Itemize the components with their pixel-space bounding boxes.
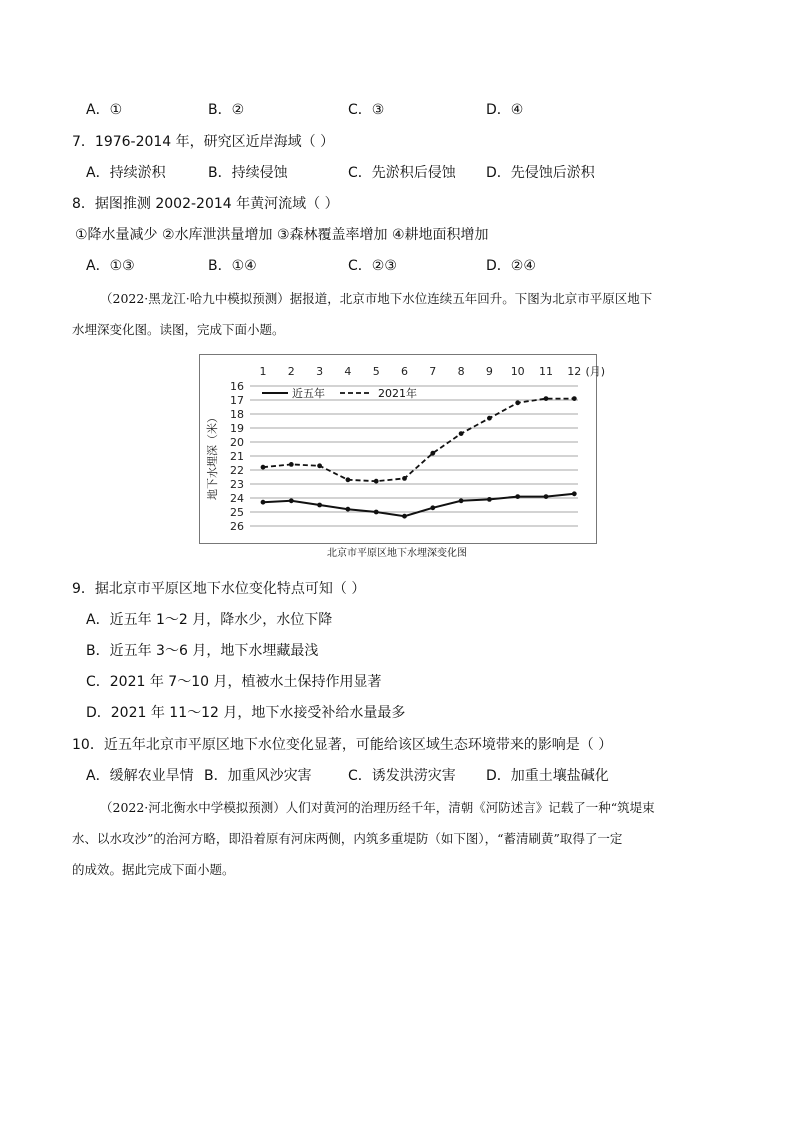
series-2-point	[346, 477, 351, 482]
series-1-point	[289, 498, 294, 503]
x-axis-unit: (月)	[585, 365, 606, 378]
series-2-point	[317, 463, 322, 468]
y-tick-label: 19	[230, 422, 244, 435]
q10-option-b: B．加重风沙灾害	[204, 768, 312, 784]
q9-option-b: B．近五年 3～6 月，地下水埋藏最浅	[86, 643, 319, 659]
y-tick-label: 16	[230, 380, 244, 393]
q8-items: ①降水量减少 ②水库泄洪量增加 ③森林覆盖率增加 ④耕地面积增加	[75, 227, 489, 243]
series-2-point	[572, 396, 577, 401]
series-2-point	[402, 476, 407, 481]
q9-stem: 9．据北京市平原区地下水位变化特点可知（ ）	[72, 581, 366, 597]
chart-title: 北京市平原区地下水埋深变化图	[327, 548, 467, 559]
x-tick-label: 5	[372, 365, 380, 378]
x-tick-label: 12	[567, 365, 582, 378]
material2-line2: 水、以水攻沙”的治河方略，即沿着原有河床两侧，内筑多重堤防（如下图），“蓄清刷黄”取得了一定	[72, 831, 623, 846]
q8-stem: 8．据图推测 2002-2014 年黄河流域（ ）	[72, 196, 339, 212]
series-2-point	[374, 479, 379, 484]
series-2-point	[459, 431, 464, 436]
y-axis-label: 地下水埋深（米）	[206, 412, 219, 500]
q8-option-a: A．①③	[86, 258, 135, 274]
series-2-point	[515, 400, 520, 405]
y-tick-label: 24	[230, 492, 244, 505]
material2-line1: （2022·河北衡水中学模拟预测）人们对黄河的治理历经千年，清朝《河防述言》记载了一种“筑堤束	[100, 800, 655, 815]
y-tick-label: 20	[230, 436, 244, 449]
x-tick-label: 3	[316, 365, 324, 378]
q9-option-d: D．2021 年 11～12 月，地下水接受补给水量最多	[86, 705, 406, 721]
x-tick-label: 1	[259, 365, 267, 378]
q10-stem: 10．近五年北京市平原区地下水位变化显著，可能给该区域生态环境带来的影响是（ ）	[72, 737, 613, 753]
series-line-2	[263, 399, 574, 482]
x-tick-label: 2	[287, 365, 295, 378]
y-tick-label: 25	[230, 506, 244, 519]
q8-option-c: C．②③	[348, 258, 397, 274]
q9-option-c: C．2021 年 7～10 月，植被水土保持作用显著	[86, 674, 382, 690]
series-1-point	[544, 494, 549, 499]
series-1-point	[459, 498, 464, 503]
x-tick-label: 8	[457, 365, 465, 378]
chart-svg	[200, 355, 606, 543]
series-1-point	[487, 497, 492, 502]
x-tick-label: 7	[429, 365, 437, 378]
series-2-point	[261, 465, 266, 470]
x-tick-label: 10	[510, 365, 525, 378]
q8-option-d: D．②④	[486, 258, 536, 274]
series-1-point	[515, 494, 520, 499]
q7-option-c: C．先淤积后侵蚀	[348, 165, 456, 181]
series-1-point	[430, 505, 435, 510]
groundwater-depth-chart	[199, 354, 606, 544]
y-tick-label: 17	[230, 394, 244, 407]
series-2-point	[487, 416, 492, 421]
series-1-point	[374, 510, 379, 515]
series-1-point	[317, 503, 322, 508]
series-2-point	[430, 451, 435, 456]
series-2-point	[289, 462, 294, 467]
q8-option-b: B．①④	[208, 258, 257, 274]
legend-label-1: 近五年	[292, 387, 325, 400]
series-1-point	[261, 500, 266, 505]
series-line-1	[263, 494, 574, 516]
x-tick-label: 4	[344, 365, 352, 378]
q6-option-d: D．④	[486, 102, 524, 118]
q6-option-c: C．③	[348, 102, 385, 118]
series-1-point	[346, 507, 351, 512]
q6-option-a: A．①	[86, 102, 123, 118]
q7-option-b: B．持续侵蚀	[208, 165, 288, 181]
y-tick-label: 18	[230, 408, 244, 421]
q7-option-a: A．持续淤积	[86, 165, 166, 181]
series-1-point	[572, 491, 577, 496]
y-tick-label: 23	[230, 478, 244, 491]
legend-label-2: 2021年	[378, 387, 417, 400]
q7-stem: 7．1976-2014 年，研究区近岸海域（ ）	[72, 134, 335, 150]
y-tick-label: 26	[230, 520, 244, 533]
q10-option-a: A．缓解农业旱情	[86, 768, 194, 784]
y-tick-label: 22	[230, 464, 244, 477]
series-1-point	[402, 514, 407, 519]
series-2-point	[544, 396, 549, 401]
q7-option-d: D．先侵蚀后淤积	[486, 165, 595, 181]
material1-line1: （2022·黑龙江·哈九中模拟预测）据报道，北京市地下水位连续五年回升。下图为北京市平原区地下	[100, 291, 653, 306]
q6-option-b: B．②	[208, 102, 245, 118]
y-tick-label: 21	[230, 450, 244, 463]
q9-option-a: A．近五年 1～2 月，降水少，水位下降	[86, 612, 333, 628]
x-tick-label: 6	[401, 365, 408, 378]
x-tick-label: 9	[485, 365, 493, 378]
x-tick-label: 11	[539, 365, 553, 378]
q10-option-c: C．诱发洪涝灾害	[348, 768, 456, 784]
q10-option-d: D．加重土壤盐碱化	[486, 768, 609, 784]
material1-line2: 水埋深变化图。读图，完成下面小题。	[72, 322, 285, 337]
material2-line3: 的成效。据此完成下面小题。	[72, 862, 235, 877]
